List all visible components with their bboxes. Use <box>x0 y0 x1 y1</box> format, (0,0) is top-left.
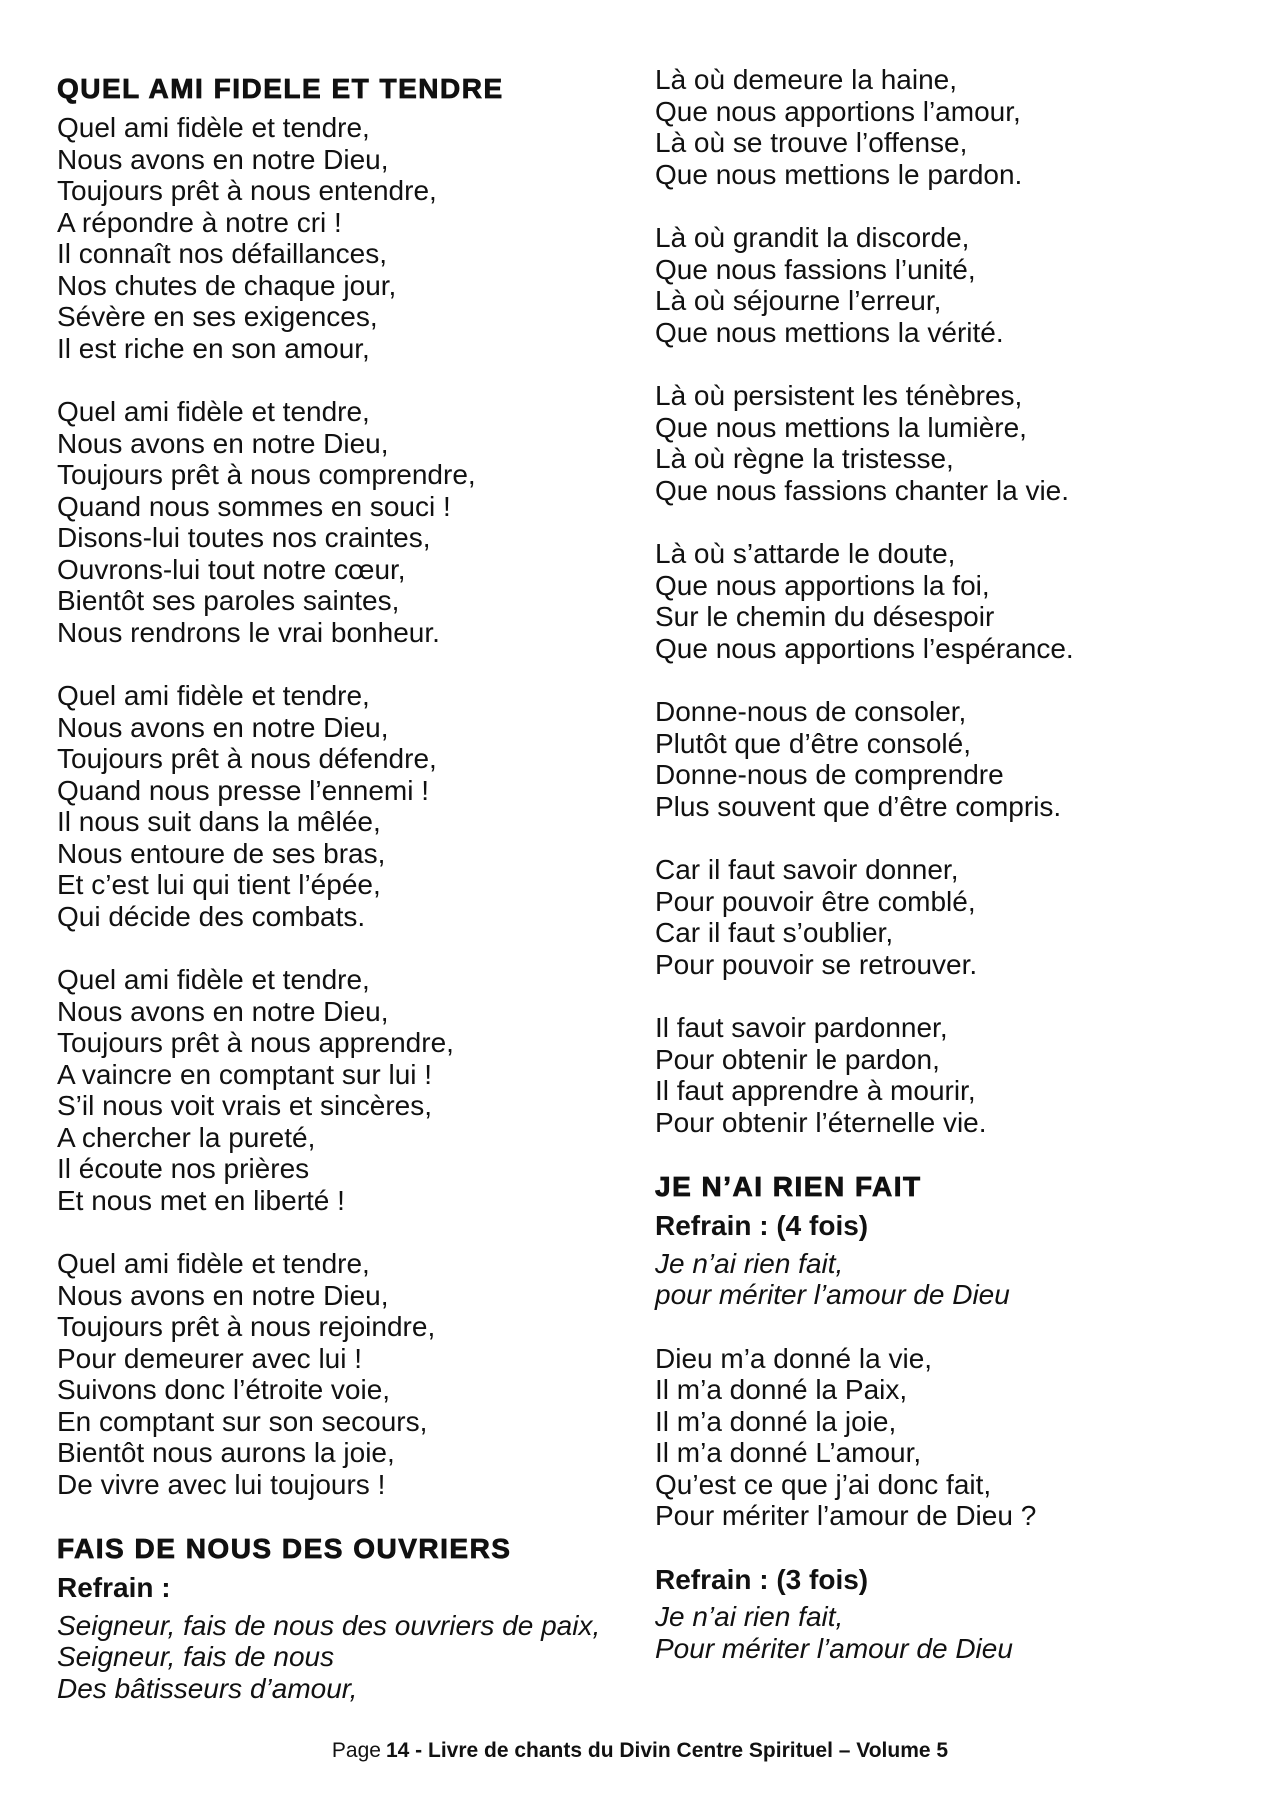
lyric-line: Qui décide des combats. <box>57 900 366 932</box>
lyric-line: Là où demeure la haine, <box>655 64 957 95</box>
refrain-label-3-fois: Refrain : (3 fois) <box>655 1563 869 1595</box>
lyric-line: Là où se trouve l’offense, <box>655 127 968 158</box>
lyric-line: Toujours prêt à nous entendre, <box>57 175 437 206</box>
lyric-line: Toujours prêt à nous apprendre, <box>57 1027 454 1058</box>
lyric-line: Pour obtenir le pardon, <box>655 1043 940 1075</box>
lyric-line: Il est riche en son amour, <box>57 332 370 364</box>
lyric-line: Sur le chemin du désespoir <box>655 601 995 632</box>
stanza-dieu-ma-donne <box>655 1343 1225 1532</box>
song-title-je-nai-rien-fait: JE N’AI RIEN FAIT <box>655 1171 922 1202</box>
lyric-line: Là où règne la tristesse, <box>655 443 954 474</box>
lyric-line: Car il faut savoir donner, <box>655 854 959 885</box>
lyric-line: Toujours prêt à nous comprendre, <box>57 459 476 490</box>
lyric-line: Nous entoure de ses bras, <box>57 837 386 869</box>
left-column <box>57 72 601 1704</box>
lyric-line: De vivre avec lui toujours ! <box>57 1468 386 1500</box>
lyric-line: Il faut apprendre à mourir, <box>655 1075 976 1106</box>
lyric-line: Sévère en ses exigences, <box>57 301 378 332</box>
page-footer <box>0 1738 1280 1764</box>
lyric-line: Toujours prêt à nous rejoindre, <box>57 1311 436 1342</box>
refrain-stanza-3-fois <box>655 1601 1225 1664</box>
lyric-line: Nous avons en notre Dieu, <box>57 995 389 1027</box>
stanza-2 <box>57 396 562 648</box>
lyric-line: Nous avons en notre Dieu, <box>57 427 389 459</box>
lyric-line: Donne-nous de consoler, <box>655 696 967 727</box>
refrain-label-4-fois: Refrain : (4 fois) <box>655 1210 869 1241</box>
lyric-line: Là où grandit la discorde, <box>655 222 970 253</box>
lyric-line: Suivons donc l’étroite voie, <box>57 1374 391 1405</box>
lyric-line: Ouvrons-lui tout notre cœur, <box>57 553 406 585</box>
stanza-la-ou-3 <box>655 380 1225 506</box>
stanza-1 <box>57 112 562 364</box>
refrain-stanza <box>57 1609 601 1705</box>
lyric-line: Car il faut s’oublier, <box>655 917 894 948</box>
lyric-line: Là où séjourne l’erreur, <box>655 285 942 316</box>
lyric-line: Il faut savoir pardonner, <box>655 1012 948 1043</box>
stanza-4 <box>57 964 562 1216</box>
lyric-line: Pour pouvoir se retrouver. <box>655 948 978 980</box>
lyric-line: Pour mériter l’amour de Dieu ? <box>655 1500 1037 1531</box>
lyric-line: Dieu m’a donné la vie, <box>655 1342 933 1374</box>
lyric-line: Quel ami fidèle et tendre, <box>57 680 370 711</box>
lyric-line: Pour obtenir l’éternelle vie. <box>655 1106 987 1138</box>
stanza-3 <box>57 680 562 932</box>
lyric-line: Là où s’attarde le doute, <box>655 538 956 569</box>
stanza-car-il-faut <box>655 854 1225 980</box>
stanza-il-faut-savoir <box>655 1012 1225 1138</box>
footer-page-word: Page <box>331 1739 381 1762</box>
lyric-line: Seigneur, fais de nous <box>57 1641 335 1672</box>
refrain-label: Refrain : <box>57 1572 171 1603</box>
lyric-line: Nos chutes de chaque jour, <box>57 269 397 301</box>
lyric-line: Quel ami fidèle et tendre, <box>57 396 370 427</box>
lyric-line: Nous avons en notre Dieu, <box>57 1279 389 1311</box>
stanza-la-ou-4 <box>655 538 1225 664</box>
footer-text: 14 - Livre de chants du Divin Centre Spirituel – Volume 5 <box>385 1739 949 1762</box>
lyric-line: Et nous met en liberté ! <box>57 1184 345 1216</box>
stanza-donne-nous <box>655 696 1225 822</box>
lyric-line: Il écoute nos prières <box>57 1153 310 1184</box>
lyric-line: Nous avons en notre Dieu, <box>57 711 389 743</box>
lyric-line: Nous rendrons le vrai bonheur. <box>57 616 440 648</box>
lyric-line: pour mériter l’amour de Dieu <box>655 1279 1010 1310</box>
lyric-line: Pour demeurer avec lui ! <box>57 1342 363 1374</box>
lyric-line: Que nous apportions l’espérance. <box>655 632 1074 664</box>
lyric-line: Quand nous presse l’ennemi ! <box>57 774 429 806</box>
lyric-line: Plutôt que d’être consolé, <box>655 727 971 759</box>
lyric-line: Seigneur, fais de nous des ouvriers de paix, <box>57 1609 601 1641</box>
lyric-line: Bientôt ses paroles saintes, <box>57 585 400 616</box>
lyric-line: Il nous suit dans la mêlée, <box>57 806 381 837</box>
right-column <box>655 64 1225 1664</box>
lyric-line: Disons-lui toutes nos craintes, <box>57 522 431 553</box>
lyric-line: Donne-nous de comprendre <box>655 759 1004 790</box>
lyric-line: Que nous apportions la foi, <box>655 569 990 601</box>
lyric-line: S’il nous voit vrais et sincères, <box>57 1090 433 1121</box>
lyric-line: Pour pouvoir être comblé, <box>655 885 976 917</box>
lyric-line: Il m’a donné la joie, <box>655 1405 897 1437</box>
lyric-line: Il connaît nos défaillances, <box>57 238 387 269</box>
song-title-fais-de-nous-des-ouvriers: FAIS DE NOUS DES OUVRIERS <box>57 1533 512 1564</box>
refrain-stanza-4-fois <box>655 1248 1225 1311</box>
stanza-la-ou-1 <box>655 64 1225 190</box>
lyric-line: Bientôt nous aurons la joie, <box>57 1437 395 1468</box>
lyric-line: Que nous mettions la lumière, <box>655 411 1027 443</box>
lyric-line: Je n’ai rien fait, <box>655 1601 844 1632</box>
lyric-line: Il m’a donné la Paix, <box>655 1374 908 1405</box>
lyric-line: Quel ami fidèle et tendre, <box>57 1248 370 1279</box>
lyric-line: Là où persistent les ténèbres, <box>655 380 1023 411</box>
song-title-quel-ami-fidele-et-tendre: QUEL AMI FIDELE ET TENDRE <box>57 73 504 104</box>
lyric-line: Toujours prêt à nous défendre, <box>57 743 437 774</box>
lyric-line: Il m’a donné L’amour, <box>655 1437 922 1468</box>
lyric-line: Que nous apportions l’amour, <box>655 95 1021 127</box>
lyric-line: Quel ami fidèle et tendre, <box>57 112 370 143</box>
lyric-line: Pour mériter l’amour de Dieu <box>655 1632 1013 1664</box>
stanza-5 <box>57 1248 562 1500</box>
lyric-line: Que nous fassions l’unité, <box>655 253 976 285</box>
lyric-line: Quand nous sommes en souci ! <box>57 490 451 522</box>
lyric-line: Je n’ai rien fait, <box>655 1247 844 1279</box>
lyric-line: Que nous mettions le pardon. <box>655 158 1023 190</box>
lyric-line: Et c’est lui qui tient l’épée, <box>57 869 381 900</box>
lyric-line: A vaincre en comptant sur lui ! <box>57 1058 433 1090</box>
lyric-line: Que nous mettions la vérité. <box>655 316 1004 348</box>
lyric-line: Que nous fassions chanter la vie. <box>655 474 1070 506</box>
lyric-line: A chercher la pureté, <box>57 1121 316 1153</box>
lyric-line: Nous avons en notre Dieu, <box>57 143 389 175</box>
lyric-line: En comptant sur son secours, <box>57 1405 428 1437</box>
lyric-line: Plus souvent que d’être compris. <box>655 790 1062 822</box>
lyric-line: Quel ami fidèle et tendre, <box>57 964 370 995</box>
stanza-la-ou-2 <box>655 222 1225 348</box>
lyric-line: Des bâtisseurs d’amour, <box>57 1672 358 1704</box>
lyric-line: Qu’est ce que j’ai donc fait, <box>655 1468 992 1500</box>
lyric-line: A répondre à notre cri ! <box>57 206 342 238</box>
